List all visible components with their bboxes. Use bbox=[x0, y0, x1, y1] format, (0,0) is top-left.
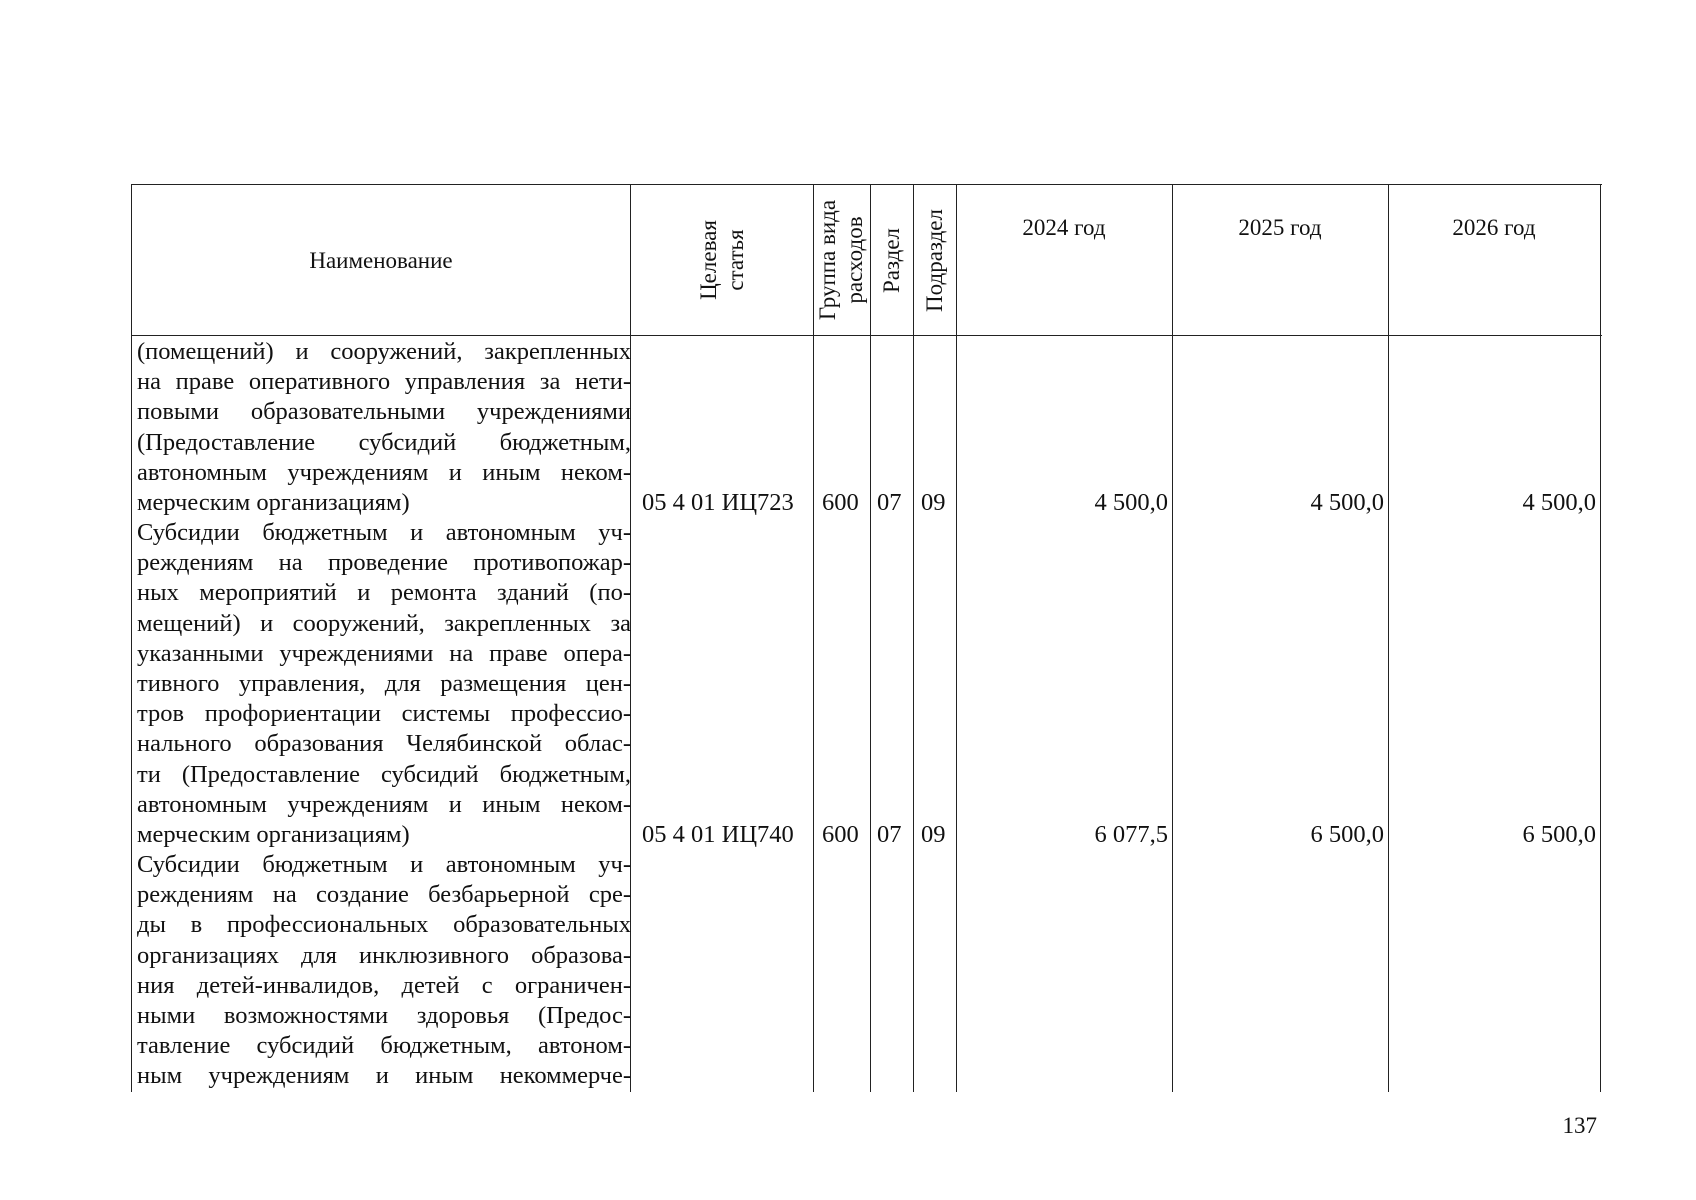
row-2-code: 05 4 01 ИЦ740 bbox=[642, 821, 794, 848]
budget-table bbox=[131, 184, 1602, 1092]
row-1-description bbox=[137, 337, 631, 518]
row-2-subsection: 09 bbox=[921, 821, 946, 848]
header-2025-label: 2025 год bbox=[1238, 214, 1322, 240]
header-expense-group-line2: расходов bbox=[842, 216, 868, 304]
desc-line: ти (Предоставление субсидий бюджетным, bbox=[137, 760, 631, 788]
row-1-group: 600 bbox=[822, 489, 859, 516]
desc-line: Субсидии бюджетным и автономным уч- bbox=[137, 851, 631, 878]
row-1-section: 07 bbox=[877, 489, 902, 516]
header-target-article-line1: Целевая bbox=[695, 220, 721, 300]
desc-line: на праве оперативного управления за нети- bbox=[137, 368, 631, 396]
desc-line: организациях для инклюзивного образова- bbox=[137, 941, 631, 969]
row-1-2026: 4 500,0 bbox=[1522, 489, 1596, 516]
desc-line: тров профориентации системы профессио- bbox=[137, 700, 631, 728]
desc-line: тавление субсидий бюджетным, автоном- bbox=[137, 1032, 631, 1060]
row-1-code: 05 4 01 ИЦ723 bbox=[642, 489, 794, 516]
header-target-article-line2: статья bbox=[722, 229, 748, 291]
header-2024 bbox=[956, 207, 1172, 247]
header-target-article bbox=[630, 185, 813, 335]
desc-line: указанными учреждениями на праве опера- bbox=[137, 639, 631, 667]
header-expense-group-line1: Группа вида bbox=[815, 199, 841, 321]
desc-line: ды в профессиональных образовательных bbox=[137, 911, 631, 939]
desc-line: реждениям на проведение противопожар- bbox=[137, 549, 631, 577]
desc-line: ными возможностями здоровья (Предос- bbox=[137, 1001, 631, 1029]
header-2025 bbox=[1172, 207, 1388, 247]
row-1-2024: 4 500,0 bbox=[1094, 489, 1168, 516]
col-border bbox=[1172, 185, 1173, 1092]
desc-line: автономным учреждениям и иным неком- bbox=[137, 790, 631, 818]
col-border bbox=[1600, 185, 1601, 1092]
desc-line: повыми образовательными учреждениями bbox=[137, 398, 631, 426]
desc-line: ным учреждениям и иным некоммерче- bbox=[137, 1062, 631, 1090]
desc-line: мещений) и сооружений, закрепленных за bbox=[137, 609, 631, 637]
desc-line: реждениям на создание безбарьерной сре- bbox=[137, 881, 631, 909]
page-number: 137 bbox=[1562, 1113, 1597, 1138]
header-2026-label: 2026 год bbox=[1452, 214, 1536, 240]
col-border bbox=[1388, 185, 1389, 1092]
header-2026 bbox=[1388, 207, 1600, 247]
desc-line: автономным учреждениям и иным неком- bbox=[137, 458, 631, 486]
header-subsection bbox=[913, 185, 956, 335]
header-border bbox=[132, 335, 1602, 336]
row-1-subsection: 09 bbox=[921, 489, 946, 516]
header-section-label: Раздел bbox=[879, 227, 904, 293]
row-2-2024: 6 077,5 bbox=[1094, 821, 1168, 848]
desc-line: ния детей-инвалидов, детей с ограничен- bbox=[137, 971, 631, 999]
header-name bbox=[132, 185, 630, 335]
desc-line: ных мероприятий и ремонта зданий (по- bbox=[137, 579, 631, 607]
header-subsection-label: Подраздел bbox=[922, 208, 948, 312]
desc-line: нального образования Челябинской облас- bbox=[137, 730, 631, 758]
row-1-2025: 4 500,0 bbox=[1310, 489, 1384, 516]
header-2024-label: 2024 год bbox=[1022, 214, 1106, 240]
col-border bbox=[956, 185, 957, 1092]
row-3-description bbox=[137, 850, 631, 1092]
desc-line: (Предоставление субсидий бюджетным, bbox=[137, 428, 631, 456]
header-name-label: Наименование bbox=[309, 247, 453, 273]
desc-line: мерческим организациям) bbox=[137, 488, 410, 516]
header-section bbox=[870, 185, 913, 335]
desc-line: Субсидии бюджетным и автономным уч- bbox=[137, 519, 631, 546]
row-2-description bbox=[137, 518, 631, 850]
header-expense-group bbox=[813, 185, 870, 335]
row-2-2025: 6 500,0 bbox=[1310, 821, 1384, 848]
row-2-group: 600 bbox=[822, 821, 859, 848]
desc-line: мерческим организациям) bbox=[137, 820, 410, 848]
row-2-2026: 6 500,0 bbox=[1522, 821, 1596, 848]
desc-line: (помещений) и сооружений, закрепленных bbox=[137, 338, 631, 365]
row-2-section: 07 bbox=[877, 821, 902, 848]
desc-line: тивного управления, для размещения цен- bbox=[137, 669, 631, 697]
